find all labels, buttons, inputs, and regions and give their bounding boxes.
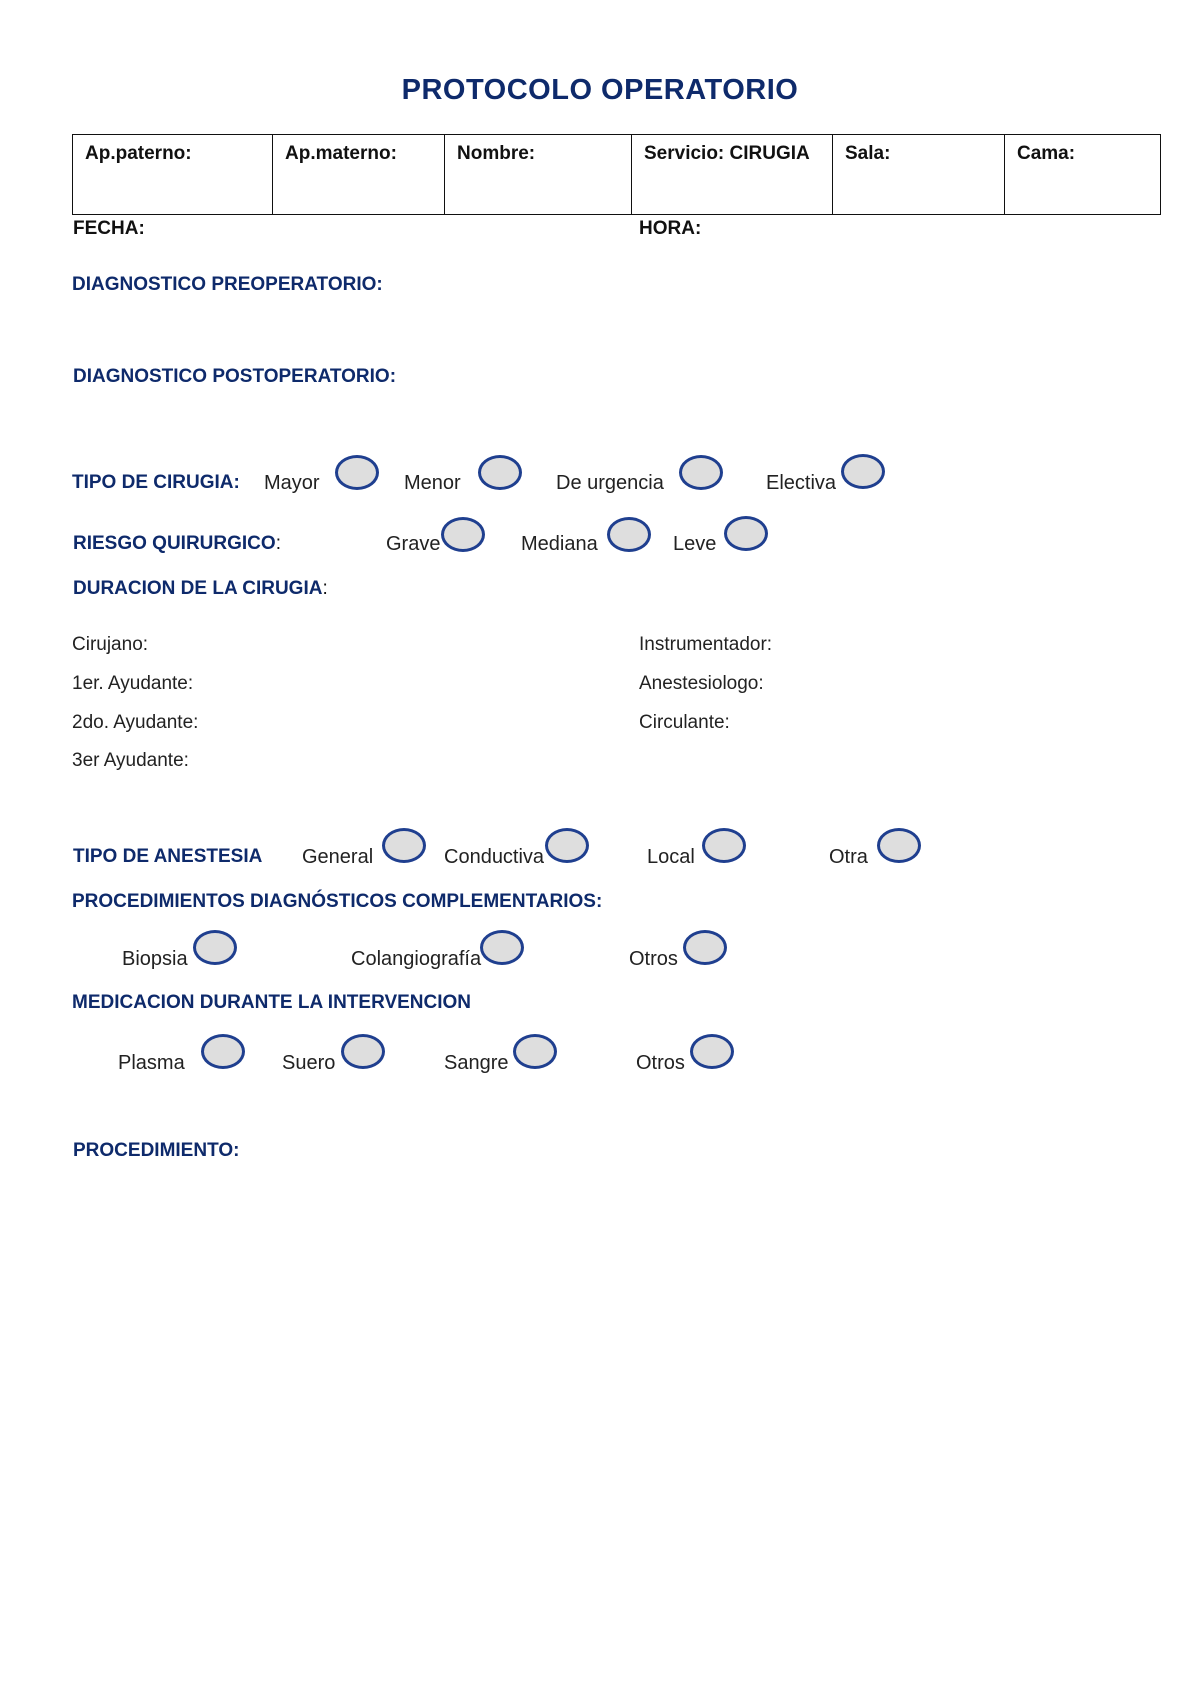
option-general: General [302,846,374,868]
radio-mediana[interactable] [607,517,651,552]
option-de-urgencia: De urgencia [556,472,664,494]
duracion-cirugia-text: DURACION DE LA CIRUGIA [73,578,323,599]
radio-suero[interactable] [341,1034,385,1069]
radio-electiva[interactable] [841,454,885,489]
option-leve: Leve [673,533,717,555]
diagnostico-preoperatorio-label: DIAGNOSTICO PREOPERATORIO: [72,274,383,295]
radio-menor[interactable] [478,455,522,490]
option-mayor: Mayor [264,472,320,494]
circulante-label: Circulante: [639,712,730,733]
radio-de-urgencia[interactable] [679,455,723,490]
servicio-field[interactable]: Servicio: CIRUGIA [632,135,833,215]
anestesiologo-label: Anestesiologo: [639,673,764,694]
riesgo-quirurgico-label [73,533,281,555]
duracion-colon: : [322,578,328,599]
fecha-label: FECHA: [73,218,145,239]
sala-field[interactable]: Sala: [833,135,1005,215]
document-title: PROTOCOLO OPERATORIO [401,74,799,106]
radio-conductiva[interactable] [545,828,589,863]
hora-label: HORA: [639,218,702,239]
option-mediana: Mediana [521,533,598,555]
nombre-field[interactable]: Nombre: [445,135,632,215]
riesgo-quirurgico-text: RIESGO QUIRURGICO [73,533,276,554]
radio-mayor[interactable] [335,455,379,490]
primer-ayudante-label: 1er. Ayudante: [72,673,194,694]
duracion-cirugia-label [73,578,328,600]
tipo-anestesia-label: TIPO DE ANESTESIA [73,846,263,867]
segundo-ayudante-label: 2do. Ayudante: [72,712,199,733]
instrumentador-label: Instrumentador: [639,634,773,655]
option-plasma: Plasma [118,1052,185,1074]
option-conductiva: Conductiva [444,846,545,868]
option-grave: Grave [386,533,441,555]
radio-sangre[interactable] [513,1034,557,1069]
tercer-ayudante-label: 3er Ayudante: [72,750,189,771]
tipo-cirugia-label: TIPO DE CIRUGIA: [72,472,240,493]
procedimientos-diagnosticos-label: PROCEDIMIENTOS DIAGNÓSTICOS COMPLEMENTARIOS: [72,891,603,912]
option-menor: Menor [404,472,461,494]
option-local: Local [647,846,695,868]
radio-local[interactable] [702,828,746,863]
radio-plasma[interactable] [201,1034,245,1069]
radio-grave[interactable] [441,517,485,552]
medicacion-label: MEDICACION DURANTE LA INTERVENCION [72,992,472,1013]
option-colangiografia: Colangiografía [351,948,482,970]
option-electiva: Electiva [766,472,837,494]
cirujano-label: Cirujano: [72,634,149,655]
option-sangre: Sangre [444,1052,509,1074]
option-biopsia: Biopsia [122,948,188,970]
radio-colangiografia[interactable] [480,930,524,965]
option-otros-medicacion: Otros [636,1052,685,1074]
radio-otra[interactable] [877,828,921,863]
radio-leve[interactable] [724,516,768,551]
cama-field[interactable]: Cama: [1005,135,1161,215]
radio-otros-medicacion[interactable] [690,1034,734,1069]
radio-otros-diagnosticos[interactable] [683,930,727,965]
radio-general[interactable] [382,828,426,863]
procedimiento-label: PROCEDIMIENTO: [73,1140,240,1161]
ap-paterno-field[interactable]: Ap.paterno: [73,135,273,215]
ap-materno-field[interactable]: Ap.materno: [273,135,445,215]
option-suero: Suero [282,1052,336,1074]
radio-biopsia[interactable] [193,930,237,965]
diagnostico-postoperatorio-label: DIAGNOSTICO POSTOPERATORIO: [73,366,397,387]
riesgo-colon: : [275,533,281,554]
option-otros-diagnosticos: Otros [629,948,678,970]
option-otra: Otra [829,846,868,868]
patient-header-table [72,134,1161,215]
